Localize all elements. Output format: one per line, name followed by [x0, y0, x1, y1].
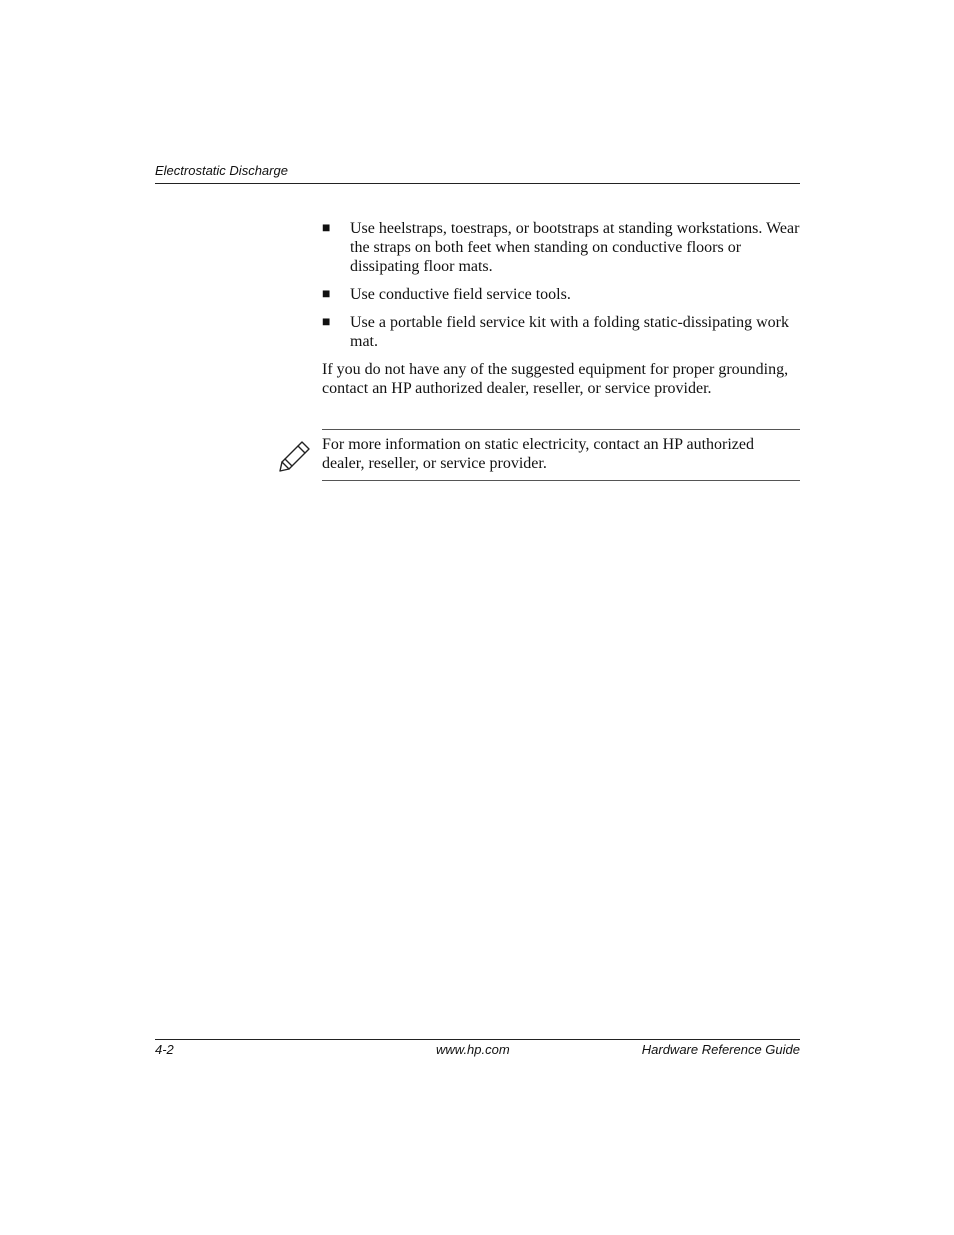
list-item [322, 285, 802, 304]
page-number: 4-2 [155, 1042, 174, 1057]
square-bullet-icon: ■ [322, 315, 331, 330]
footer-divider [155, 1039, 800, 1040]
running-header: Electrostatic Discharge [155, 163, 288, 178]
website-text: www.hp.com [436, 1042, 510, 1057]
note-top-divider [322, 429, 800, 430]
list-item [322, 219, 802, 276]
bullet-text: Use conductive field service tools. [350, 286, 571, 303]
bullet-list [322, 219, 802, 351]
note-bottom-divider [322, 480, 800, 481]
bullet-text: Use a portable field service kit with a folding static-dissipating work mat. [350, 314, 789, 350]
main-content [322, 219, 802, 398]
body-paragraph: If you do not have any of the suggested equipment for proper grounding, contact an HP authorized dealer, reseller, or service provider. [322, 361, 789, 397]
bullet-text: Use heelstraps, toestraps, or bootstraps at standing workstations. Wear the straps on both feet when standing on conductive floors or dissipating floor mats. [350, 220, 800, 275]
header-divider [155, 183, 800, 184]
square-bullet-icon: ■ [322, 287, 331, 302]
square-bullet-icon: ■ [322, 221, 331, 236]
list-item [322, 313, 802, 351]
note-text: For more information on static electricity, contact an HP authorized dealer, reseller, or service provider. [322, 436, 755, 472]
guide-title: Hardware Reference Guide [641, 1042, 800, 1057]
pencil-note-icon [278, 436, 314, 472]
